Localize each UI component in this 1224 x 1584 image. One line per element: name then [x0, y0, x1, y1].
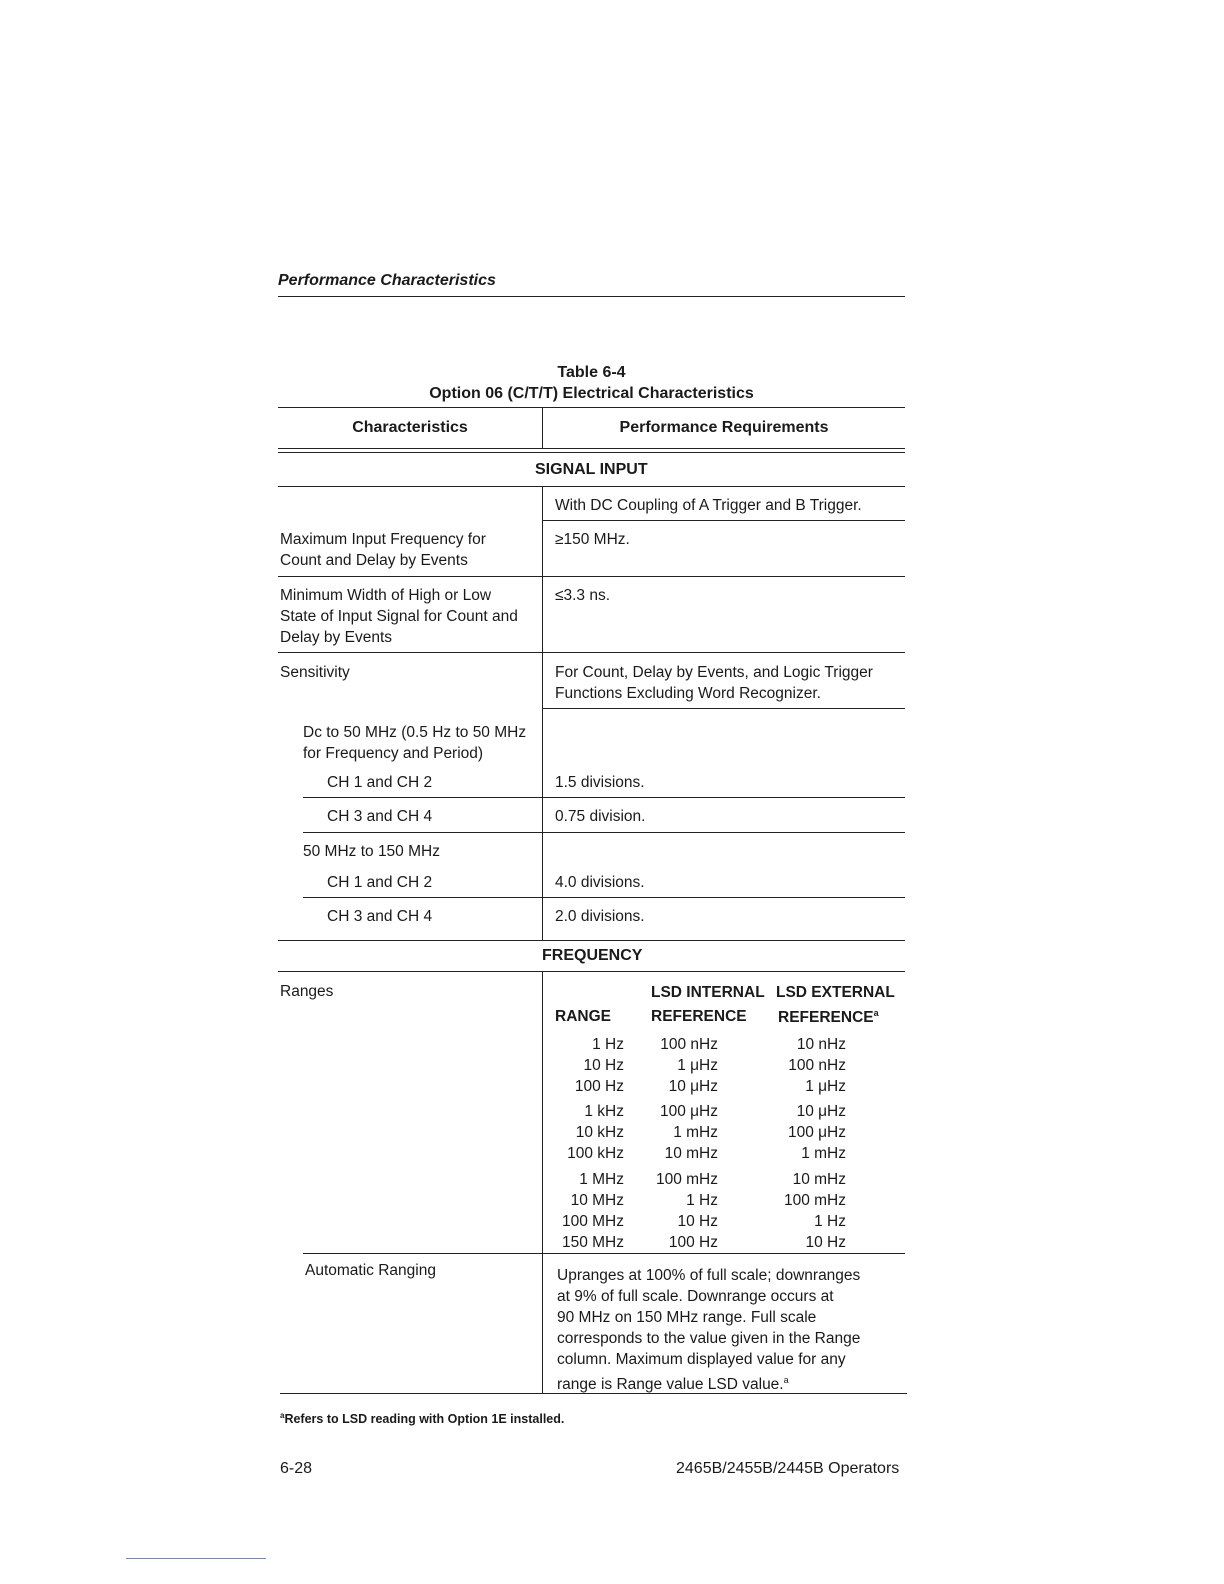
auto-line: at 9% of full scale. Downrange occurs at	[557, 1288, 834, 1305]
hf-label: 50 MHz to 150 MHz	[303, 843, 440, 860]
external-ref-cell: 100 mHz	[783, 1192, 846, 1209]
col-performance: Performance Requirements	[619, 419, 829, 436]
hf-ch34-value: 2.0 divisions.	[555, 908, 645, 925]
dc50-ch12-label: CH 1 and CH 2	[327, 774, 433, 791]
auto-ranging-text	[557, 1265, 902, 1394]
min-width-label-3: Delay by Events	[280, 629, 392, 646]
auto-line: column. Maximum displayed value for any	[557, 1351, 846, 1368]
running-title: Performance Characteristics	[278, 272, 496, 289]
section-frequency: FREQUENCY	[542, 947, 643, 964]
internal-ref-cell: 1 mHz	[673, 1124, 718, 1141]
dc50-ch34-value: 0.75 division.	[555, 808, 646, 825]
table-title: Option 06 (C/T/T) Electrical Characteristics	[429, 385, 754, 402]
range-cell: 150 MHz	[561, 1234, 624, 1251]
header-rule	[278, 296, 905, 297]
dc50-ch12-value: 1.5 divisions.	[555, 774, 645, 791]
range-cell: 1 Hz	[592, 1036, 624, 1053]
internal-ref-cell: 100 mHz	[655, 1171, 718, 1188]
internal-ref-cell: 10 Hz	[677, 1213, 718, 1230]
external-ref-cell: 10 nHz	[796, 1036, 846, 1053]
table-number: Table 6-4	[557, 364, 626, 381]
external-ref-cell: 100 μHz	[787, 1124, 846, 1141]
scan-artifact-line	[126, 1558, 266, 1559]
table-top-rule	[278, 407, 905, 408]
range-cell: 1 MHz	[579, 1171, 624, 1188]
external-ref-cell: 10 Hz	[805, 1234, 846, 1251]
col-external-2: REFERENCE$^a$	[778, 1008, 879, 1027]
rule	[543, 708, 905, 709]
col-characteristics: Characteristics	[352, 419, 468, 436]
table-bottom-rule	[280, 1393, 907, 1394]
rule	[303, 832, 905, 833]
dc50-ch34-label: CH 3 and CH 4	[327, 808, 433, 825]
signal-input-rule	[278, 486, 905, 487]
external-ref-cell: 1 μHz	[805, 1078, 846, 1095]
internal-ref-cell: 100 Hz	[668, 1234, 718, 1251]
internal-ref-cell: 1 Hz	[686, 1192, 718, 1209]
internal-ref-cell: 10 μHz	[668, 1078, 718, 1095]
sensitivity-note-2: Functions Excluding Word Recognizer.	[555, 685, 821, 702]
max-input-freq-label-2: Count and Delay by Events	[280, 552, 468, 569]
ranges-label: Ranges	[280, 983, 334, 1000]
rule	[303, 797, 905, 798]
hf-ch12-label: CH 1 and CH 2	[327, 874, 433, 891]
external-ref-cell: 10 mHz	[792, 1171, 846, 1188]
rule	[278, 576, 905, 577]
rule	[303, 897, 905, 898]
external-ref-cell: 1 Hz	[814, 1213, 846, 1230]
sensitivity-label: Sensitivity	[280, 664, 350, 681]
auto-ranging-label: Automatic Ranging	[305, 1262, 436, 1279]
min-width-label-2: State of Input Signal for Count and	[280, 608, 518, 625]
footnote-marker-a: a	[783, 1375, 789, 1385]
hf-ch34-label: CH 3 and CH 4	[327, 908, 433, 925]
col-range: RANGE	[555, 1008, 611, 1025]
range-cell: 100 kHz	[567, 1145, 624, 1162]
footnote: $^a$Refers to LSD reading with Option 1E installed.	[280, 1411, 565, 1427]
col-external-1: LSD EXTERNAL	[776, 984, 895, 1001]
auto-line: corresponds to the value given in the Range	[557, 1330, 861, 1347]
auto-line: 90 MHz on 150 MHz range. Full scale	[557, 1309, 817, 1326]
auto-line: Upranges at 100% of full scale; downranges	[557, 1267, 861, 1284]
col-internal-2: REFERENCE	[651, 1008, 747, 1025]
rule	[278, 940, 905, 941]
internal-ref-cell: 10 mHz	[664, 1145, 718, 1162]
footnote-marker: a	[280, 1411, 285, 1420]
section-signal-input: SIGNAL INPUT	[535, 461, 648, 478]
rule	[303, 1253, 905, 1254]
manual-title: 2465B/2455B/2445B Operators	[676, 1460, 900, 1477]
sensitivity-note-1: For Count, Delay by Events, and Logic Trigger	[555, 664, 873, 681]
rule	[543, 520, 905, 521]
range-cell: 100 MHz	[561, 1213, 624, 1230]
header-double-rule-2	[278, 452, 905, 453]
range-cell: 10 kHz	[575, 1124, 624, 1141]
auto-line: range is Range value LSD value.$^a$	[557, 1375, 789, 1394]
external-ref-cell: 100 nHz	[788, 1057, 846, 1074]
min-width-label-1: Minimum Width of High or Low	[280, 587, 492, 604]
min-width-value: ≤3.3 ns.	[555, 587, 611, 604]
external-ref-cell: 1 mHz	[801, 1145, 846, 1162]
dc-coupling-note: With DC Coupling of A Trigger and B Trigger.	[555, 497, 862, 514]
range-cell: 100 Hz	[574, 1078, 624, 1095]
internal-ref-cell: 100 μHz	[659, 1103, 718, 1120]
signal-column-divider	[542, 486, 543, 940]
rule	[278, 652, 905, 653]
max-input-freq-label-1: Maximum Input Frequency for	[280, 531, 486, 548]
hf-ch12-value: 4.0 divisions.	[555, 874, 645, 891]
frequency-rule	[278, 971, 905, 972]
footnote-marker-a: a	[873, 1008, 879, 1018]
dc50-label-2: for Frequency and Period)	[303, 745, 484, 762]
header-double-rule-1	[278, 448, 905, 449]
internal-ref-cell: 1 μHz	[677, 1057, 718, 1074]
range-cell: 10 MHz	[570, 1192, 624, 1209]
dc50-label-1: Dc to 50 MHz (0.5 Hz to 50 MHz	[303, 724, 527, 741]
range-cell: 1 kHz	[584, 1103, 624, 1120]
page-number: 6-28	[280, 1460, 313, 1477]
internal-ref-cell: 100 nHz	[660, 1036, 718, 1053]
col-internal-1: LSD INTERNAL	[651, 984, 765, 1001]
range-cell: 10 Hz	[583, 1057, 624, 1074]
max-input-freq-value: ≥150 MHz.	[555, 531, 630, 548]
external-ref-cell: 10 μHz	[796, 1103, 846, 1120]
